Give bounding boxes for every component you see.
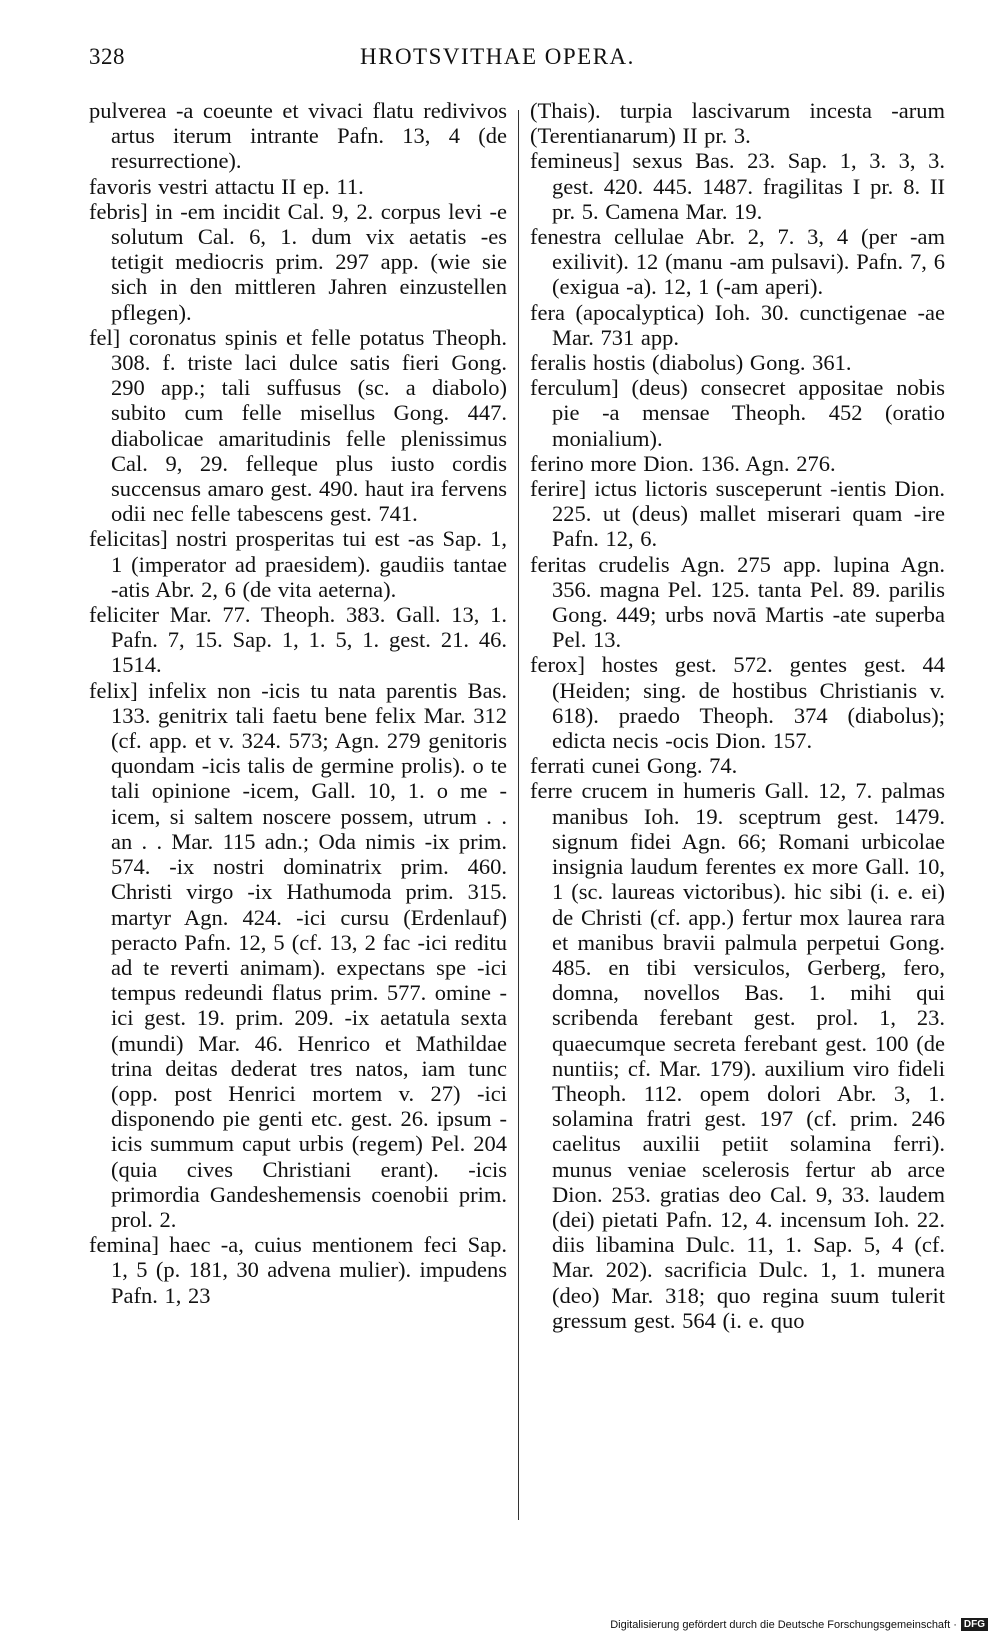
- entry-fel: fel] coronatus spinis et felle potatus Theoph. 308. f. triste laci dulce satis fieri Gong. 290 app.; tali suffusus (sc. a diabolo) subito cum felle misellus Gong. 447. diabolicae amaritudinis felle plenissimus Cal. 9, 29. felleque plus iusto cordis succensus amaro gest. 490. haut ira fervens odii nec felle tabescens gest. 741.: [89, 324, 507, 527]
- left-column: [89, 98, 507, 1308]
- entry-feliciter: feliciter Mar. 77. Theoph. 383. Gall. 13, 1. Pafn. 7, 15. Sap. 1, 1. 5, 1. gest. 21. 46. 1514.: [89, 602, 507, 678]
- entry-ferre: ferre crucem in humeris Gall. 12, 7. palmas manibus Ioh. 19. sceptrum gest. 1479. signum fidei Agn. 66; Romani urbicolae insignia laudum ferentes ex more Gall. 10, 1 (sc. laureas victoribus). hic sibi (i. e. ei) de Christi (cf. app.) fertur mox laurea rara et manibus bravii palmula perpetui Gong. 485. en tibi versiculos, Gerberg, fero, domna, novellos Bas. 1. mihi qui scribenda ferebant gest. prol. 1, 23. quaecumque secreta ferebant gest. 100 (de nuntiis; cf. Mar. 179). auxilium viro fideli Theoph. 112. opem dolori Abr. 3, 1. solamina fratri gest. 197 (cf. prim. 246 caelitus auxilii petiit solamina ferri). munus veniae scelerosis fertur ab arce Dion. 253. gratias deo Cal. 9, 33. laudem (dei) pietati Pafn. 12, 4. incensum Ioh. 22. diis libamina Dulc. 11, 1. Sap. 5, 4 (cf. Mar. 202). sacrificia Dulc. 1, 1. munera (deo) Mar. 318; quo regina suum tulerit gressum gest. 564 (i. e. quo: [530, 778, 945, 1333]
- entry-febris: febris] in -em incidit Cal. 9, 2. corpus levi -e solutum Cal. 6, 1. dum vix aetatis -es tetigit mediocris prim. 297 app. (wie sie sich in den mittleren Jahren einzustellen pflegen).: [89, 198, 507, 325]
- entry-ferox: ferox] hostes gest. 572. gentes gest. 44 (Heiden; sing. de hostibus Christianis v. 618). praedo Theoph. 374 (diabolus); edicta necis -ocis Dion. 157.: [530, 652, 945, 754]
- entry-ferino: ferino more Dion. 136. Agn. 276.: [530, 450, 836, 476]
- entry-felicitas: felicitas] nostri prosperitas tui est -as Sap. 1, 1 (imperator ad praesidem). gaudiis tantae -atis Abr. 2, 6 (de vita aeterna).: [89, 526, 507, 602]
- entry-fera: fera (apocalyptica) Ioh. 30. cunctigenae -ae Mar. 731 app.: [530, 299, 945, 350]
- entry-ferire: ferire] ictus lictoris susceperunt -ientis Dion. 225. ut (deus) mallet miserari quam -ire Pafn. 12, 6.: [530, 476, 945, 552]
- entry-femina: femina] haec -a, cuius mentionem feci Sap. 1, 5 (p. 181, 30 advena mulier). impudens Pafn. 1, 23: [89, 1232, 507, 1308]
- entry-femina-continued: (Thais). turpia lascivarum incesta -arum (Terentianarum) II pr. 3.: [530, 98, 945, 149]
- dfg-logo: DFG: [961, 1618, 988, 1631]
- credit-text: Digitalisierung gefördert durch die Deutsche Forschungsgemeinschaft ·: [610, 1618, 957, 1631]
- entry-fenestra: fenestra cellulae Abr. 2, 7. 3, 4 (per -am exilivit). 12 (manu -am pulsavi). Pafn. 7, 6 (exigua -a). 12, 1 (-am aperi).: [530, 224, 945, 300]
- entry-feralis: feralis hostis (diabolus) Gong. 361.: [530, 350, 852, 376]
- entry-pulverea: pulverea -a coeunte et vivaci flatu redivivos artus iterum intrante Pafn. 13, 4 (de resurrectione).: [89, 98, 507, 174]
- digitization-credit: [610, 1618, 988, 1631]
- right-column: [530, 98, 945, 1333]
- entry-ferrati: ferrati cunei Gong. 74.: [530, 753, 738, 779]
- entry-favoris: favoris vestri attactu II ep. 11.: [89, 173, 364, 199]
- column-divider: [518, 110, 519, 1520]
- page-number: 328: [89, 44, 125, 69]
- entry-felix: felix] infelix non -icis tu nata parentis Bas. 133. genitrix tali faetu bene felix Mar. 312 (cf. app. et v. 324. 573; Agn. 279 genitoris quondam -icis talis de germine prolis). o te tali opinione -icem, Gall. 10, 1. o me -icem, si saltem noscere possem, utrum . . an . . Mar. 115 adn.; Oda nimis -ix prim. 574. -ix nostri dominatrix prim. 460. Christi virgo -ix Hathumoda prim. 315. martyr Agn. 424. -ici cursu (Erdenlauf) peracto Pafn. 12, 5 (cf. 13, 2 fac -ici reditu ad te reverti animam). expectans spe -ici tempus redeundi flatus prim. 577. omine -ici gest. 19. prim. 209. -ix aetatula sexta (mundi) Mar. 46. Henrico et Mathildae trina deitas dederat tres natos, iam tunc (opp. post Henrici mortem v. 27) -ici disponendo pie genti etc. gest. 26. ipsum -icis summum caput urbis (regem) Pel. 204 (quia cives Christiani erant). -icis primordia Gandeshemensis coenobii prim. prol. 2.: [89, 677, 507, 1232]
- entry-feritas: feritas crudelis Agn. 275 app. lupina Agn. 356. magna Pel. 125. tanta Pel. 89. parilis Gong. 449; urbs novā Martis -ate superba Pel. 13.: [530, 551, 945, 653]
- entry-femineus: femineus] sexus Bas. 23. Sap. 1, 3. 3, 3. gest. 420. 445. 1487. fragilitas I pr. 8. II pr. 5. Camena Mar. 19.: [530, 148, 945, 224]
- entry-ferculum: ferculum] (deus) consecret appositae nobis pie -a mensae Theoph. 452 (oratio monialium).: [530, 375, 945, 451]
- running-head: HROTSVITHAE OPERA.: [360, 44, 635, 69]
